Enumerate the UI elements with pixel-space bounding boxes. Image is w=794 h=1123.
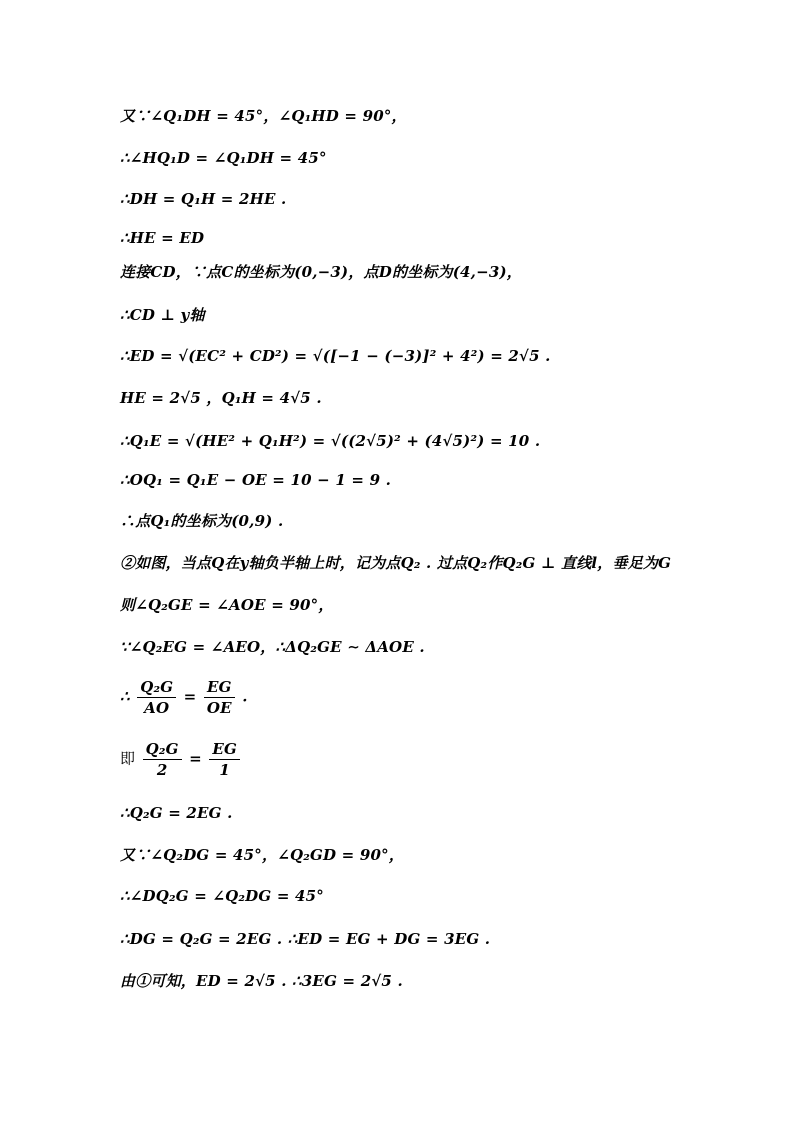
fraction-left [143, 740, 182, 779]
fraction-numerator: Q₂G [143, 740, 182, 760]
fraction-denominator: 2 [156, 761, 168, 779]
fraction-right [209, 740, 240, 779]
equals-sign: = [183, 687, 197, 706]
fraction-right [204, 678, 235, 717]
fraction-prefix: 即 [120, 749, 136, 768]
solution-line-16-fraction [120, 740, 242, 779]
solution-line-5: 连接CD，∵点C的坐标为(0,−3)，点D的坐标为(4,−3)， [120, 263, 523, 281]
fraction-denominator: OE [206, 699, 232, 717]
solution-line-13: 则∠Q₂GE = ∠AOE = 90°， [120, 596, 334, 614]
solution-line-2: ∴∠HQ₁D = ∠Q₁DH = 45° [120, 149, 327, 167]
fraction-numerator: Q₂G [137, 678, 176, 698]
solution-line-4: ∴HE = ED [120, 229, 205, 247]
fraction-denominator: 1 [219, 761, 230, 779]
solution-line-9: ∴Q₁E = √(HE² + Q₁H²) = √((2√5)² + (4√5)²) = 10 . [120, 432, 541, 450]
fraction-prefix: ∴ [120, 687, 130, 706]
solution-line-7: ∴ED = √(EC² + CD²) = √([−1 − (−3)]² + 4²) = 2√5 . [120, 347, 551, 365]
fraction-numerator: EG [209, 740, 240, 760]
solution-line-18: 又∵∠Q₂DG = 45°，∠Q₂GD = 90°， [120, 846, 405, 864]
fraction-denominator: AO [144, 699, 170, 717]
solution-line-19: ∴∠DQ₂G = ∠Q₂DG = 45° [120, 887, 324, 905]
fraction-suffix: . [242, 687, 248, 706]
solution-line-10: ∴OQ₁ = Q₁E − OE = 10 − 1 = 9 . [120, 471, 392, 489]
solution-line-14: ∵∠Q₂EG = ∠AEO，∴ΔQ₂GE ∼ ΔAOE . [120, 638, 425, 656]
solution-line-6: ∴CD ⊥ y轴 [120, 306, 205, 324]
solution-line-17: ∴Q₂G = 2EG . [120, 804, 233, 822]
solution-line-20: ∴DG = Q₂G = 2EG . ∴ED = EG + DG = 3EG . [120, 930, 491, 948]
solution-line-11: ∴点Q₁的坐标为(0,9) . [120, 512, 284, 530]
fraction-left [137, 678, 176, 717]
equals-sign: = [189, 749, 202, 768]
fraction-numerator: EG [204, 678, 235, 698]
solution-line-12: ②如图，当点Q在y轴负半轴上时，记为点Q₂ . 过点Q₂作Q₂G ⊥ 直线l，垂足为G [120, 554, 672, 572]
solution-line-1: 又∵∠Q₁DH = 45°，∠Q₁HD = 90°， [120, 107, 407, 125]
solution-line-21: 由①可知，ED = 2√5 . ∴3EG = 2√5 . [120, 972, 403, 990]
solution-line-15-fraction [120, 678, 248, 717]
solution-line-3: ∴DH = Q₁H = 2HE . [120, 190, 287, 208]
solution-line-8: HE = 2√5 ，Q₁H = 4√5 . [120, 389, 322, 407]
